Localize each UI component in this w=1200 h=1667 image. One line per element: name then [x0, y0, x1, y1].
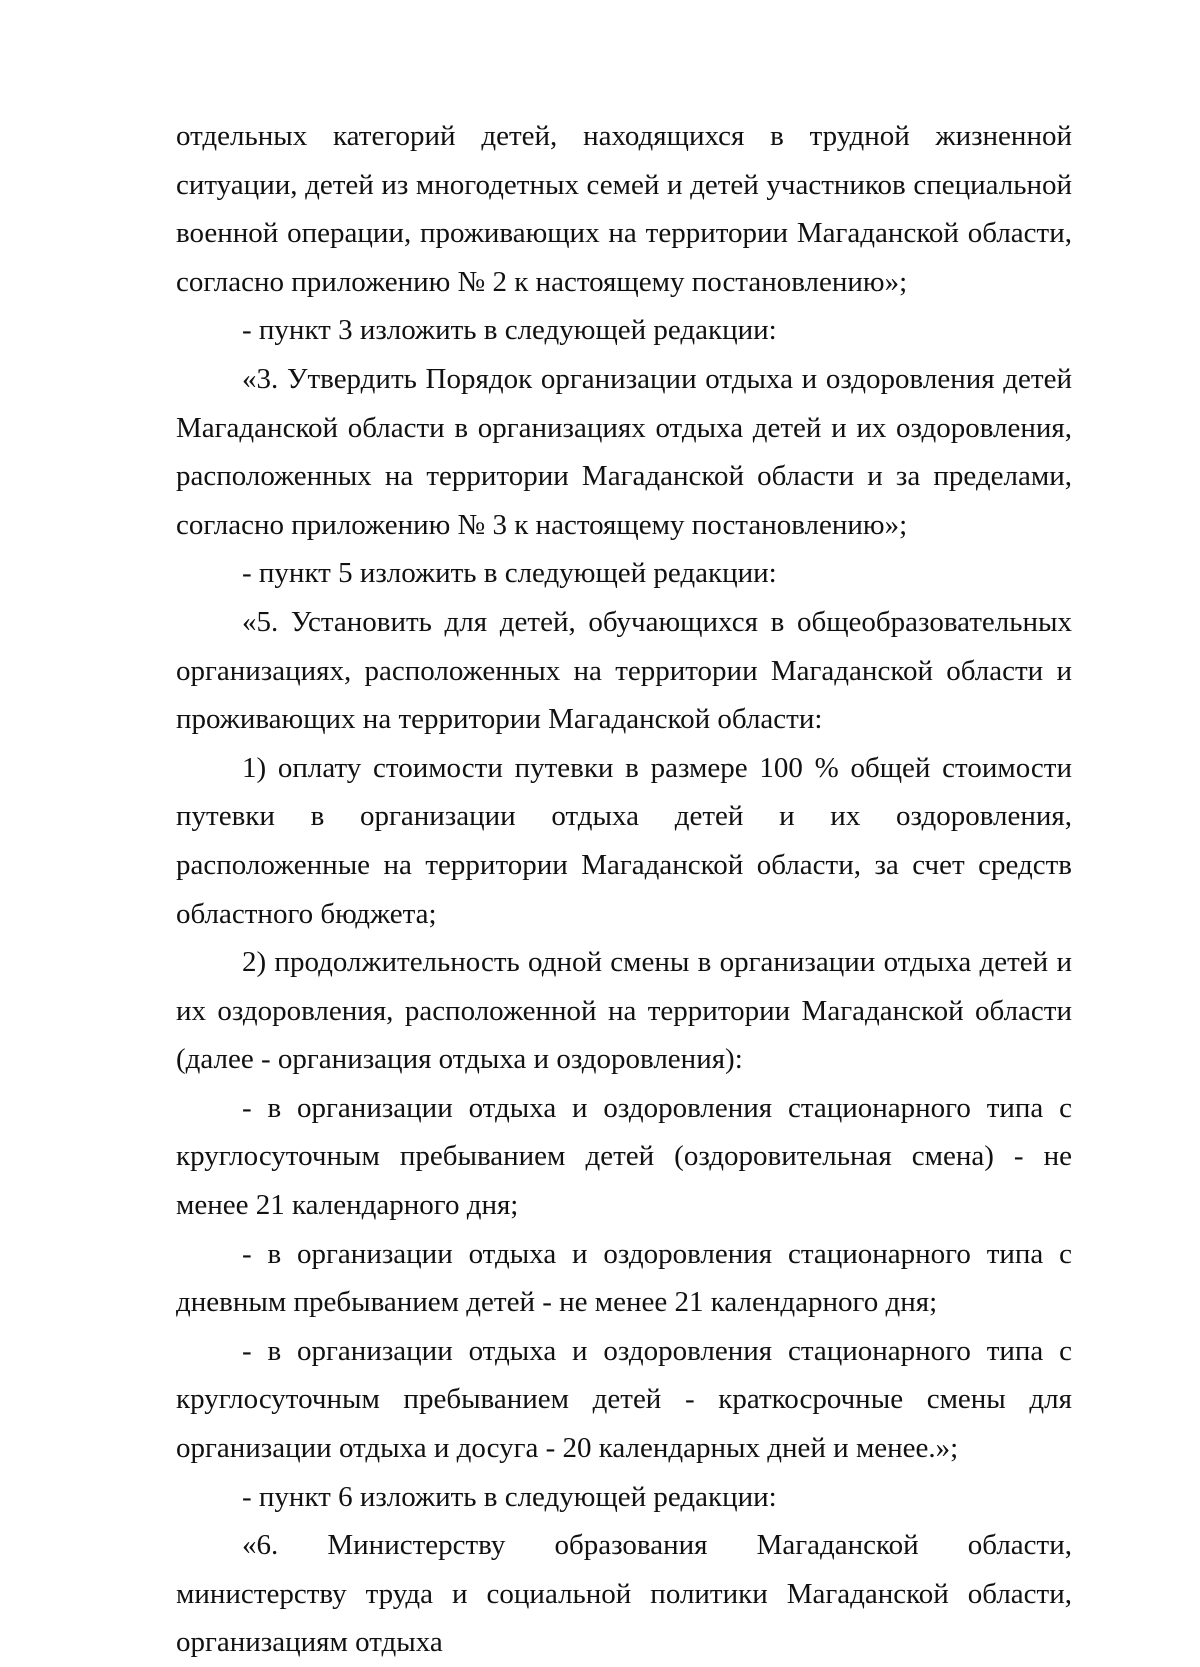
paragraph-item-6-text: «6. Министерству образования Магаданской области, министерству труда и социальной политики Магаданской области, организациям отдыха — [176, 1529, 1072, 1659]
paragraph-bullet-1: - в организации отдыха и оздоровления стационарного типа с круглосуточным пребыванием детей (оздоровительная смена) - не менее 21 календарного дня; — [176, 1091, 1072, 1222]
document-body — [176, 112, 1072, 1667]
paragraph-subitem-2: 2) продолжительность одной смены в организации отдыха детей и их оздоровления, расположенной на территории Магаданской области (далее - организация отдыха и оздоровления): — [176, 946, 1072, 1076]
paragraph-item-3-text: «3. Утвердить Порядок организации отдыха и оздоровления детей Магаданской области в организациях отдыха детей и их оздоровления, расположенных на территории Магаданской области и за пределами, согласно приложению № 3 к настоящему постановлению»; — [176, 362, 1072, 541]
paragraph-subitem-1: 1) оплату стоимости путевки в размере 100 % общей стоимости путевки в организации отдыха детей и их оздоровления, расположенные на территории Магаданской области, за счет средств областного бюджета; — [176, 751, 1072, 930]
paragraph-continuation: отдельных категорий детей, находящихся в трудной жизненной ситуации, детей из многодетных семей и детей участников специальной военной операции, проживающих на территории Магаданской области, согласно приложению № 2 к настоящему постановлению»; — [176, 120, 1072, 298]
paragraph-item-5-text: «5. Установить для детей, обучающихся в общеобразовательных организациях, расположенных на территории Магаданской области и проживающих на территории Магаданской области: — [176, 605, 1072, 736]
paragraph-bullet-3: - в организации отдыха и оздоровления стационарного типа с круглосуточным пребыванием детей - краткосрочные смены для организации отдыха и досуга - 20 календарных дней и менее.»; — [176, 1334, 1072, 1465]
paragraph-item-5-instruction: - пункт 5 изложить в следующей редакции: — [242, 557, 777, 590]
paragraph-bullet-2: - в организации отдыха и оздоровления стационарного типа с дневным пребыванием детей - не менее 21 календарного дня; — [176, 1237, 1072, 1319]
paragraph-item-6-instruction: - пункт 6 изложить в следующей редакции: — [242, 1480, 777, 1513]
paragraph-item-3-instruction: - пункт 3 изложить в следующей редакции: — [242, 314, 777, 347]
